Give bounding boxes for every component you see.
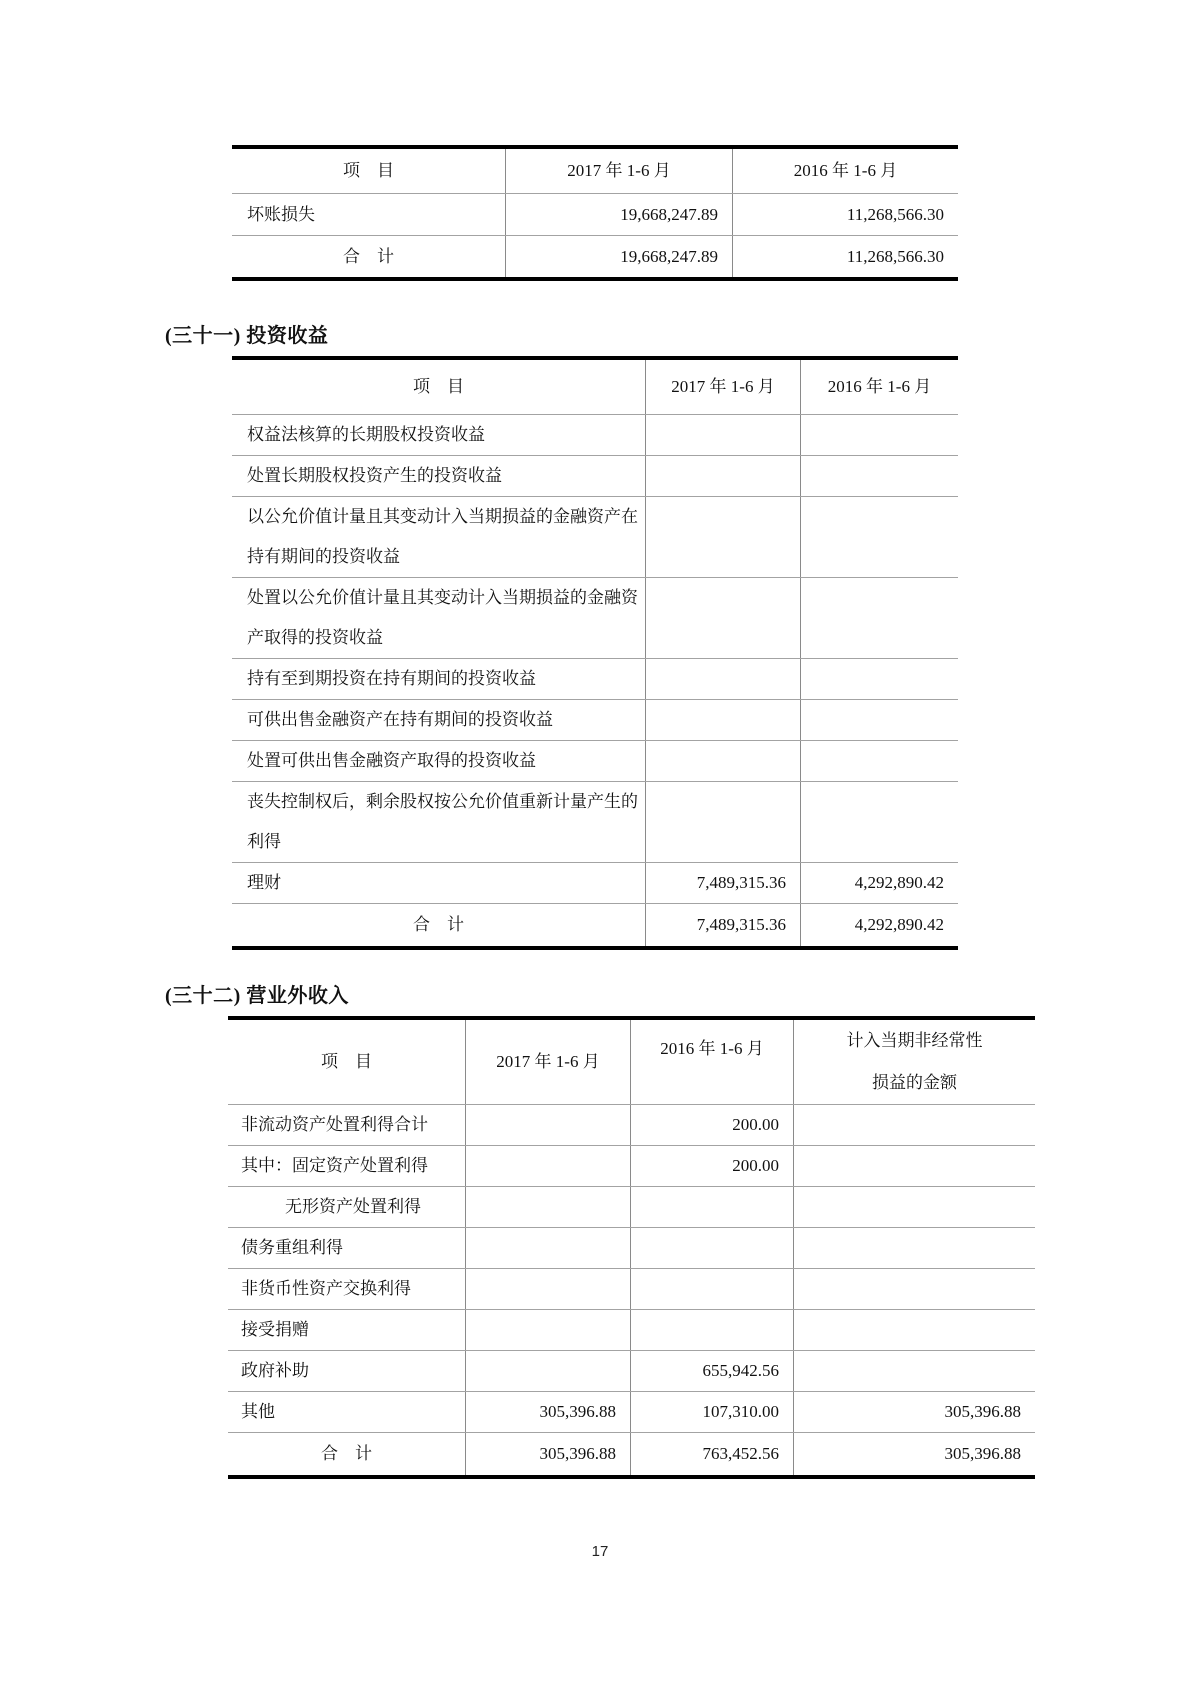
value-2016	[800, 497, 958, 577]
value-2016	[630, 1187, 793, 1227]
bad-debt-table	[232, 145, 958, 281]
value-2017	[465, 1228, 630, 1268]
value-nonrecurring	[793, 1351, 1035, 1391]
row-label: 权益法核算的长期股权投资收益	[247, 425, 485, 444]
total-label: 合 计	[413, 915, 464, 934]
value-nonrecurring: 305,396.88	[793, 1392, 1035, 1432]
column-header-nonrecurring-line2: 损益的金额	[872, 1073, 957, 1092]
row-label: 可供出售金融资产在持有期间的投资收益	[247, 710, 553, 729]
value-nonrecurring	[793, 1228, 1035, 1268]
row-label: 丧失控制权后，剩余股权按公允价值重新计量产生的利得	[247, 792, 638, 851]
value-2016	[800, 456, 958, 496]
section-title-investment-income: (三十一) 投资收益	[165, 325, 329, 347]
value-nonrecurring	[793, 1310, 1035, 1350]
value-2016: 107,310.00	[630, 1392, 793, 1432]
table-row	[228, 1228, 1035, 1269]
row-label: 处置长期股权投资产生的投资收益	[247, 466, 502, 485]
column-header-nonrecurring	[793, 1020, 1035, 1104]
table-row	[228, 1105, 1035, 1146]
row-label: 理财	[247, 873, 281, 892]
table-row	[232, 456, 958, 497]
value-2016: 655,942.56	[630, 1351, 793, 1391]
value-2017	[465, 1105, 630, 1145]
value-2017: 305,396.88	[465, 1392, 630, 1432]
value-2016	[630, 1310, 793, 1350]
row-label: 持有至到期投资在持有期间的投资收益	[247, 669, 536, 688]
total-2017: 305,396.88	[465, 1433, 630, 1475]
total-2016: 11,268,566.30	[732, 236, 958, 277]
value-2017	[645, 497, 800, 577]
value-2017	[645, 456, 800, 496]
value-2016	[800, 741, 958, 781]
value-nonrecurring	[793, 1187, 1035, 1227]
table-row	[232, 782, 958, 863]
value-2016	[800, 782, 958, 862]
value-2017	[645, 782, 800, 862]
value-2016: 200.00	[630, 1146, 793, 1186]
investment-income-table	[232, 356, 958, 950]
table-header-row	[232, 360, 958, 415]
row-label: 政府补助	[241, 1361, 309, 1380]
column-header-2017: 2017 年 1-6 月	[465, 1020, 630, 1104]
column-header-2016: 2016 年 1-6 月	[800, 360, 958, 414]
table-row	[228, 1392, 1035, 1433]
row-label: 非流动资产处置利得合计	[241, 1115, 428, 1134]
value-2016: 200.00	[630, 1105, 793, 1145]
total-nonrecurring: 305,396.88	[793, 1433, 1035, 1475]
value-2016	[630, 1269, 793, 1309]
value-2017	[645, 741, 800, 781]
table-row	[232, 741, 958, 782]
value-2016	[630, 1228, 793, 1268]
value-2017	[645, 700, 800, 740]
value-2017: 19,668,247.89	[505, 194, 732, 235]
row-label: 其他	[241, 1402, 275, 1421]
value-nonrecurring	[793, 1269, 1035, 1309]
value-2017	[465, 1269, 630, 1309]
value-nonrecurring	[793, 1146, 1035, 1186]
total-2016: 763,452.56	[630, 1433, 793, 1475]
row-label: 接受捐赠	[241, 1320, 309, 1339]
total-label: 合 计	[321, 1444, 372, 1463]
section-title-non-operating-income: (三十二) 营业外收入	[165, 985, 349, 1007]
total-2016: 4,292,890.42	[800, 904, 958, 946]
page-number: 17	[591, 1543, 609, 1560]
table-total-row	[232, 904, 958, 946]
value-2016: 11,268,566.30	[732, 194, 958, 235]
value-2017	[465, 1146, 630, 1186]
value-2017: 7,489,315.36	[645, 863, 800, 903]
non-operating-income-table	[228, 1016, 1035, 1479]
table-row	[228, 1310, 1035, 1351]
column-header-item: 项 目	[413, 377, 464, 396]
table-row	[232, 415, 958, 456]
total-label: 合 计	[343, 246, 394, 266]
table-header-row	[232, 149, 958, 194]
value-2017	[465, 1351, 630, 1391]
value-nonrecurring	[793, 1105, 1035, 1145]
column-header-2016: 2016 年 1-6 月	[630, 1020, 793, 1104]
value-2017	[465, 1187, 630, 1227]
total-2017: 19,668,247.89	[505, 236, 732, 277]
table-header-row	[228, 1020, 1035, 1105]
table-row	[228, 1187, 1035, 1228]
row-label: 无形资产处置利得	[285, 1197, 421, 1216]
row-label: 其中：固定资产处置利得	[241, 1156, 428, 1175]
row-label: 处置以公允价值计量且其变动计入当期损益的金融资产取得的投资收益	[247, 588, 638, 647]
table-row	[228, 1269, 1035, 1310]
total-2017: 7,489,315.36	[645, 904, 800, 946]
column-header-2016: 2016 年 1-6 月	[732, 149, 958, 193]
column-header-item: 项 目	[343, 161, 394, 180]
column-header-2017: 2017 年 1-6 月	[645, 360, 800, 414]
table-row	[232, 863, 958, 904]
column-header-item: 项 目	[321, 1052, 372, 1071]
row-label: 坏账损失	[247, 204, 315, 224]
row-label: 以公允价值计量且其变动计入当期损益的金融资产在持有期间的投资收益	[247, 507, 638, 566]
table-row	[228, 1351, 1035, 1392]
value-2016	[800, 578, 958, 658]
table-row	[232, 659, 958, 700]
value-2017	[645, 415, 800, 455]
row-label: 债务重组利得	[241, 1238, 343, 1257]
row-label: 处置可供出售金融资产取得的投资收益	[247, 751, 536, 770]
table-total-row	[228, 1433, 1035, 1475]
value-2016	[800, 415, 958, 455]
value-2016	[800, 700, 958, 740]
value-2017	[645, 578, 800, 658]
table-row	[228, 1146, 1035, 1187]
column-header-nonrecurring-line1: 计入当期非经常性	[846, 1031, 983, 1050]
row-label: 非货币性资产交换利得	[241, 1279, 411, 1298]
value-2017	[645, 659, 800, 699]
table-row	[232, 194, 958, 236]
table-row	[232, 578, 958, 659]
table-row	[232, 700, 958, 741]
table-row	[232, 497, 958, 578]
value-2017	[465, 1310, 630, 1350]
value-2016	[800, 659, 958, 699]
value-2016: 4,292,890.42	[800, 863, 958, 903]
table-total-row	[232, 236, 958, 277]
column-header-2017: 2017 年 1-6 月	[505, 149, 732, 193]
